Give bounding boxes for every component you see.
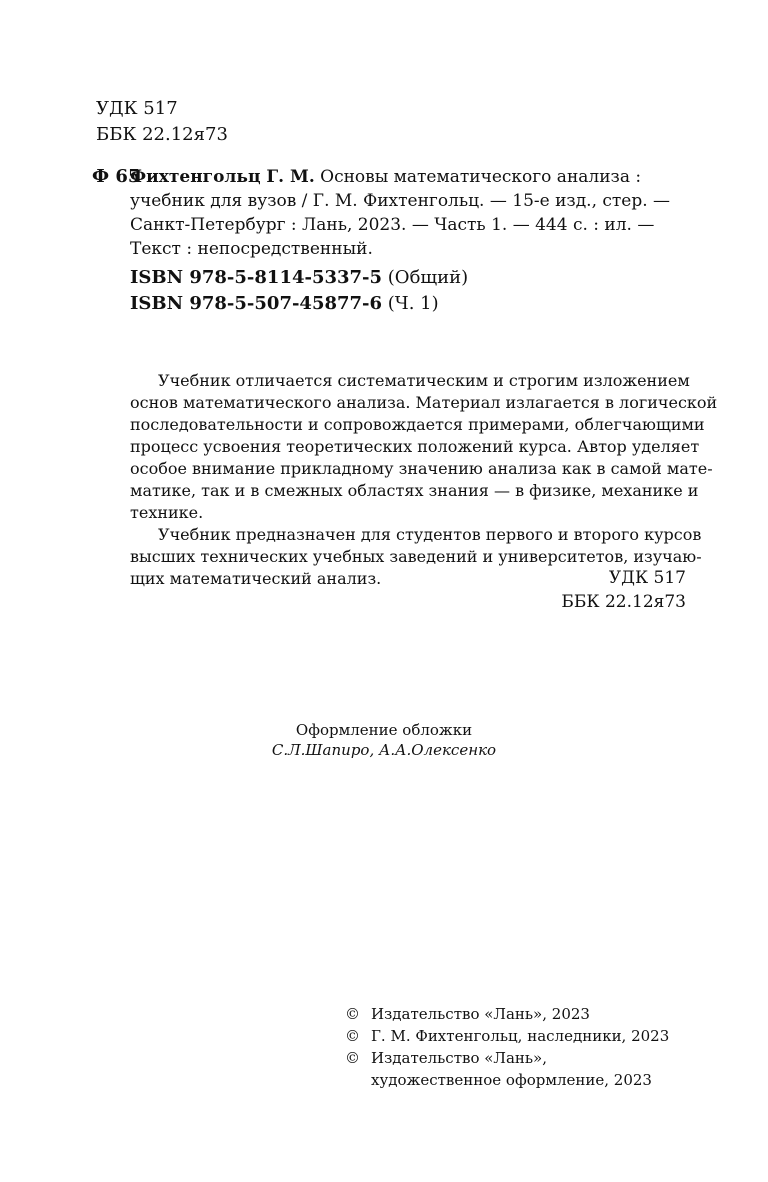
isbn-general-note: (Общий) — [382, 267, 469, 288]
cover-design-credit — [0, 720, 768, 760]
author-heading: Фихтенгольц Г. М. — [130, 167, 315, 187]
author-mark: Ф 65 — [92, 166, 141, 187]
bibliographic-description — [130, 165, 690, 261]
copyright-row — [345, 1003, 669, 1025]
isbn-part1 — [130, 291, 468, 317]
annotation-line: матике, так и в смежных областях знания — в физике, механике и — [130, 481, 699, 500]
copyright-block — [345, 1003, 669, 1091]
cover-label: Оформление обложки — [295, 721, 473, 739]
top-udk: УДК 517 — [96, 98, 178, 119]
copyright-row — [345, 1047, 669, 1069]
top-classification-codes — [96, 96, 228, 148]
annotation-line: последовательности и сопровождается примерами, облегчающими — [130, 415, 705, 434]
isbn-block — [130, 265, 468, 317]
isbn-part1-number: ISBN 978-5-507-45877-6 — [130, 293, 383, 314]
cover-authors: С.Л.Шапиро, А.А.Олексенко — [271, 741, 497, 759]
copyright-icon: © — [345, 1027, 360, 1045]
catalog-line-4: Текст : непосредственный. — [130, 239, 373, 259]
bottom-bbk: ББК 22.12я73 — [561, 592, 686, 612]
annotation-line: технике. — [130, 503, 204, 522]
isbn-general — [130, 265, 468, 291]
annotation-line: Учебник отличается систематическим и строгим изложением — [158, 371, 690, 390]
title-text: Основы математического анализа : — [314, 167, 642, 187]
catalog-line-1 — [130, 165, 690, 189]
copyright-text: Издательство «Лань», — [371, 1049, 548, 1067]
catalog-line-2: учебник для вузов / Г. М. Фихтенгольц. — 15-е изд., стер. — — [130, 191, 671, 211]
bottom-classification-codes — [561, 566, 686, 614]
annotation — [130, 370, 718, 590]
annotation-line: особое внимание прикладному значению анализа как в самой мате- — [130, 459, 713, 478]
copyright-text: художественное оформление, 2023 — [371, 1071, 652, 1089]
annotation-line: основ математического анализа. Материал излагается в логической — [130, 393, 718, 412]
copyright-row-continuation — [345, 1069, 669, 1091]
copyright-icon: © — [345, 1049, 360, 1067]
bottom-udk: УДК 517 — [608, 568, 686, 588]
annotation-line: Учебник предназначен для студентов первого и второго курсов — [158, 525, 702, 544]
copyright-row — [345, 1025, 669, 1047]
top-bbk: ББК 22.12я73 — [96, 124, 228, 145]
isbn-general-number: ISBN 978-5-8114-5337-5 — [130, 267, 383, 288]
annotation-line: высших технических учебных заведений и университетов, изучаю- — [130, 547, 702, 566]
copyright-text: Г. М. Фихтенгольц, наследники, 2023 — [371, 1027, 670, 1045]
isbn-part1-note: (Ч. 1) — [382, 293, 439, 314]
copyright-icon: © — [345, 1005, 360, 1023]
annotation-line: щих математический анализ. — [130, 569, 382, 588]
catalog-line-3: Санкт-Петербург : Лань, 2023. — Часть 1. — 444 с. : ил. — — [130, 215, 655, 235]
copyright-text: Издательство «Лань», 2023 — [371, 1005, 590, 1023]
annotation-line: процесс усвоения теоретических положений курса. Автор уделяет — [130, 437, 700, 456]
